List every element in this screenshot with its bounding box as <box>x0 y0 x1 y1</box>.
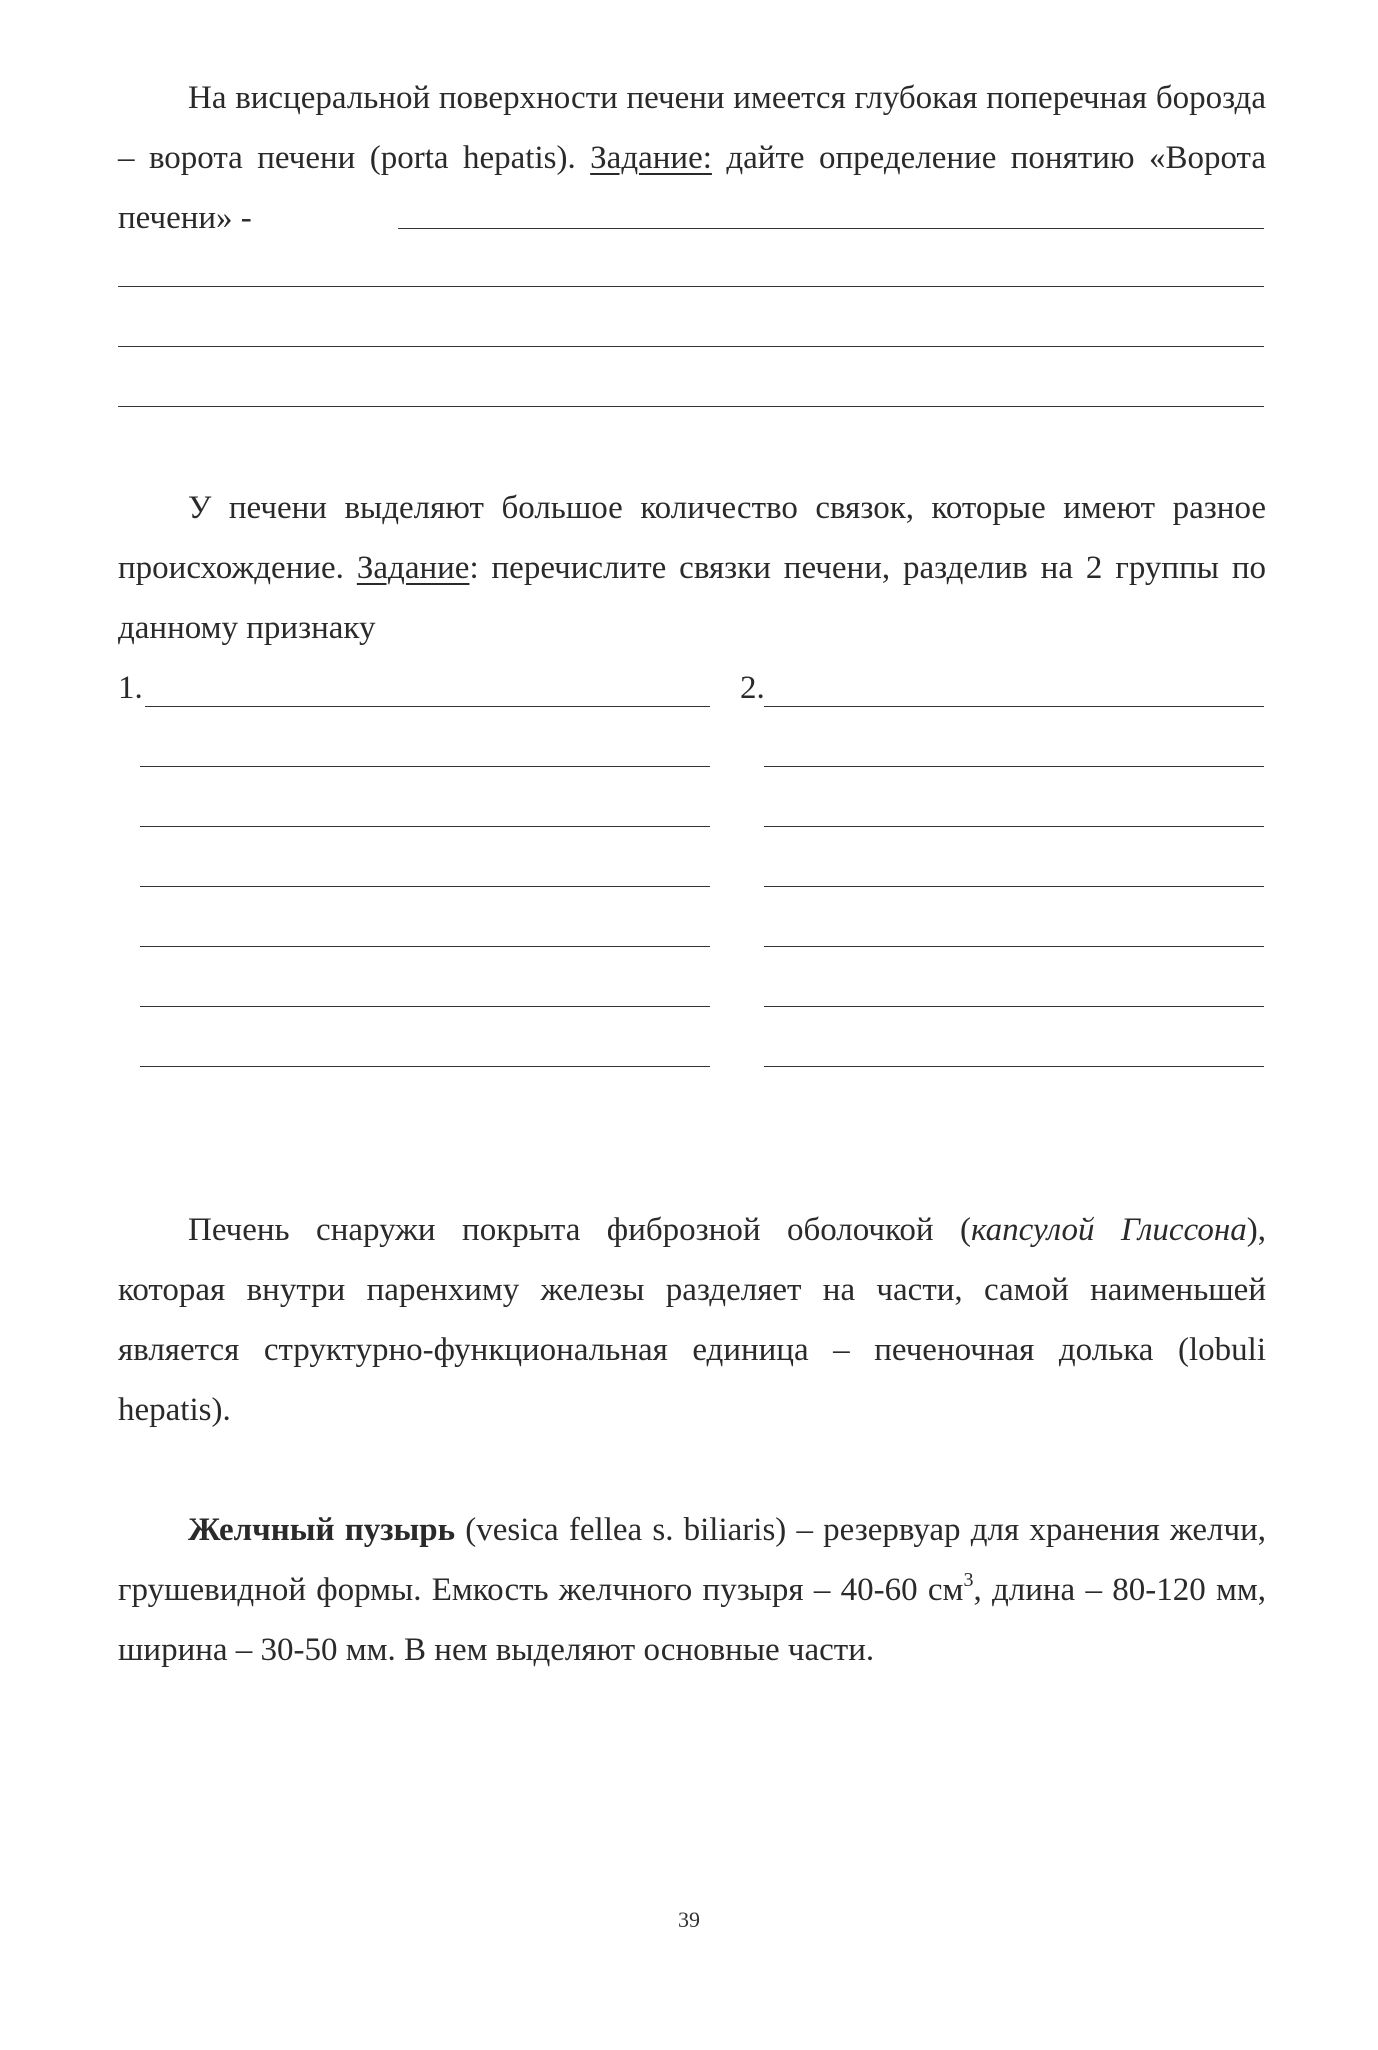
group-2-line[interactable] <box>764 766 1264 767</box>
gallbladder-text-1: (vesica fellea s. biliaris) – резервуар для хранения желчи, грушевидной формы. Емкость желчного пузыря – 40-60 см <box>118 1512 1267 1608</box>
group-1-line[interactable] <box>140 946 710 947</box>
task-label-2: Задание <box>356 550 470 586</box>
answer-line[interactable] <box>118 346 1264 347</box>
group-1-line[interactable] <box>145 706 710 707</box>
group-2-line[interactable] <box>764 826 1264 827</box>
answer-line[interactable] <box>118 406 1264 407</box>
group-1-line[interactable] <box>140 886 710 887</box>
porta-hepatis-lead: На висцеральной поверхности печени имеется глубокая поперечная борозда – ворота печени (porta hepatis). <box>118 80 1266 176</box>
gallbladder-term: Желчный пузырь <box>188 1512 456 1548</box>
group-2-line[interactable] <box>764 1006 1264 1007</box>
group-1-label: 1. <box>118 670 143 706</box>
group-2-line[interactable] <box>764 946 1264 947</box>
task-text-2: : перечислите связки печени, разделив на 2 группы по данному признаку <box>118 550 1266 646</box>
capsule-text-after: ), которая внутри паренхиму железы разделяет на части, самой наименьшей является структурно-функциональная единица – печеночная долька (lobuli hepatis). <box>118 1212 1266 1428</box>
page-number: 39 <box>678 1907 700 1932</box>
gallbladder-text-2: , длина – 80-120 мм, ширина – 30-50 мм. В нем выделяют основные части. <box>118 1572 1266 1668</box>
task-text-1: дайте определение понятию «Ворота печени» - <box>118 140 1266 236</box>
capsule-italic-term: капсулой Глиссона <box>970 1212 1247 1248</box>
capsule-text-before: Печень снаружи покрыта фиброзной оболочкой ( <box>188 1212 971 1248</box>
group-2-line[interactable] <box>764 1066 1264 1067</box>
group-1-line[interactable] <box>140 1066 710 1067</box>
task-label-1: Задание: <box>590 140 712 176</box>
group-2-label: 2. <box>740 670 765 706</box>
ligaments-lead: У печени выделяют большое количество связок, которые имеют разное происхождение. <box>118 490 1266 586</box>
answer-line[interactable] <box>398 228 1264 229</box>
paragraph-porta-hepatis <box>118 68 1266 248</box>
group-1-line[interactable] <box>140 1006 710 1007</box>
group-2-line[interactable] <box>764 706 1264 707</box>
group-1-line[interactable] <box>140 766 710 767</box>
group-1-line[interactable] <box>140 826 710 827</box>
paragraph-gallbladder <box>118 1500 1266 1680</box>
superscript-3: 3 <box>963 1569 974 1591</box>
paragraph-ligaments <box>118 478 1266 658</box>
paragraph-glisson-capsule <box>118 1200 1266 1440</box>
group-2-line[interactable] <box>764 886 1264 887</box>
answer-line[interactable] <box>118 286 1264 287</box>
